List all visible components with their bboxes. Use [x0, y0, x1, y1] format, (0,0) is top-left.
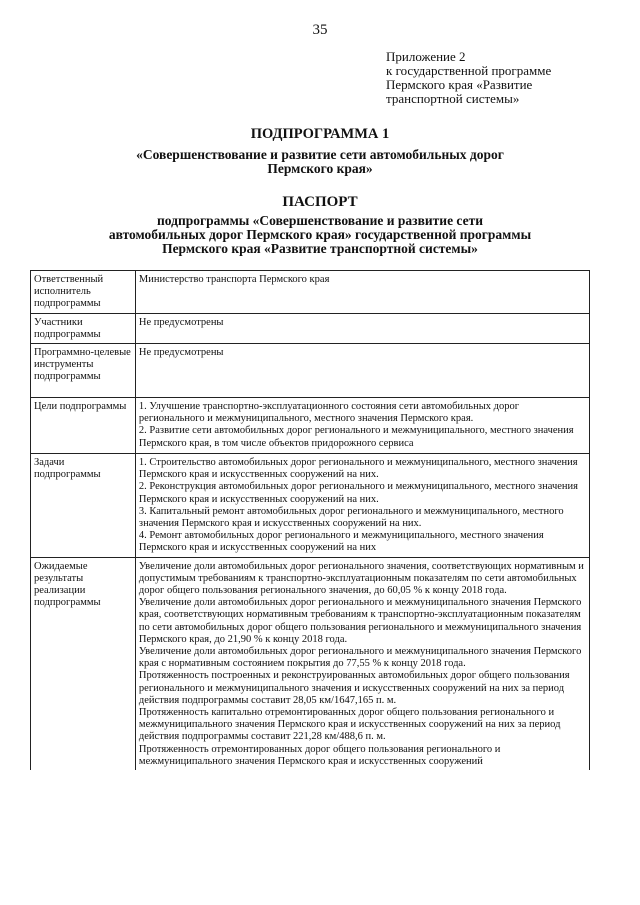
row-content	[135, 313, 589, 343]
row-content	[135, 454, 589, 558]
content-paragraph: Протяженность капитально отремонтированных дорог общего пользования регионального и межмуниципального значения Пермского края и искусственных сооружений на них за период действия подпрограммы составит 221,28 км/488,6 п. м.	[138, 707, 561, 743]
subprogram-name-line: «Совершенствование и развитие сети автомобильных дорог	[136, 147, 504, 162]
content-paragraph: 3. Капитальный ремонт автомобильных дорог регионального и межмуниципального, местного значения Пермского края и искусственных сооружений на них.	[138, 505, 564, 530]
passport-description-line: подпрограммы «Совершенствование и развитие сети	[156, 213, 483, 228]
content-paragraph: Протяженность построенных и реконструированных автомобильных дорог общего пользования регионального и межмуниципального значения и искусственных сооружений на них за период действия подпрограммы составит 28,05 км/1647,165 п. м.	[138, 670, 570, 706]
content-paragraph: Не предусмотрены	[138, 347, 224, 359]
row-content	[135, 398, 589, 454]
content-paragraph: 2. Развитие сети автомобильных дорог регионального и межмуниципального, местного значения Пермского края, в том числе объектов придорожного сервиса	[138, 425, 574, 449]
table-row	[31, 271, 590, 314]
subprogram-title: ПОДПРОГРАММА 1	[250, 126, 390, 142]
passport-description	[0, 214, 640, 256]
passport-description-line: автомобильных дорог Пермского края» государственной программы	[108, 227, 532, 242]
row-label: Ответственный исполнитель подпрограммы	[31, 271, 136, 314]
content-paragraph: 1. Улучшение транспортно-эксплуатационного состояния сети автомобильных дорог регионального и межмуниципального, местного значения Пермского края.	[138, 401, 520, 425]
row-label: Ожидаемые результаты реализации подпрограммы	[31, 557, 136, 770]
table-row	[31, 454, 590, 558]
table-row	[31, 344, 590, 398]
subprogram-name	[0, 148, 640, 176]
content-paragraph: 4. Ремонт автомобильных дорог регионального и межмуниципального, местного значения Пермского края и искусственных сооружений на них	[138, 530, 544, 554]
content-paragraph: Увеличение доли автомобильных дорог регионального и межмуниципального значения Пермского края с нормативным состоянием покрытия до 77,55 % к концу 2018 года.	[138, 646, 582, 670]
table-row	[31, 557, 590, 770]
content-paragraph: Увеличение доли автомобильных дорог регионального значения, соответствующих нормативным и допустимым требованиям к транспортно-эксплуатационным показателям по сети автомобильных дорог общего пользования регионального значения, до 60,05 % к концу 2018 года.	[138, 560, 584, 597]
content-paragraph: Протяженность отремонтированных дорог общего пользования регионального и межмуниципального значения Пермского края и искусственных сооружений	[138, 743, 501, 767]
content-paragraph: Министерство транспорта Пермского края	[138, 274, 330, 285]
row-content	[135, 271, 589, 314]
passport-title: ПАСПОРТ	[282, 194, 358, 210]
table-row	[31, 313, 590, 343]
row-label: Задачи подпрограммы	[31, 454, 136, 558]
appendix-line: транспортной системы»	[386, 91, 520, 106]
appendix-line: к государственной программе	[386, 63, 552, 78]
row-label: Программно-целевые инструменты подпрограммы	[31, 344, 136, 398]
content-paragraph: 1. Строительство автомобильных дорог регионального и межмуниципального, местного значения Пермского края и искусственных сооружений на них.	[138, 457, 578, 481]
appendix-note	[386, 50, 626, 106]
row-content	[135, 557, 589, 770]
row-label: Участники подпрограммы	[31, 313, 136, 343]
content-paragraph: Увеличение доли автомобильных дорог регионального и межмуниципального значения Пермского края, соответствующих нормативным требованиям к транспортно-эксплуатационным показателям по сети автомобильных дорог общего пользования регионального и межмуниципального значения Пермского края, до 21,90 % к концу 2018 года.	[138, 597, 582, 645]
page-number: 35	[312, 22, 328, 38]
row-label: Цели подпрограммы	[31, 398, 136, 454]
passport-table	[30, 270, 590, 770]
appendix-line: Приложение 2	[386, 49, 466, 64]
passport-description-line: Пермского края «Развитие транспортной системы»	[162, 241, 478, 256]
table-row	[31, 398, 590, 454]
content-paragraph: Не предусмотрены	[138, 316, 224, 328]
row-content	[135, 344, 589, 398]
appendix-line: Пермского края «Развитие	[386, 77, 533, 92]
content-paragraph: 2. Реконструкция автомобильных дорог регионального и межмуниципального, местного значения Пермского края и искусственных сооружений на них.	[138, 481, 578, 505]
subprogram-name-line: Пермского края»	[267, 161, 373, 176]
